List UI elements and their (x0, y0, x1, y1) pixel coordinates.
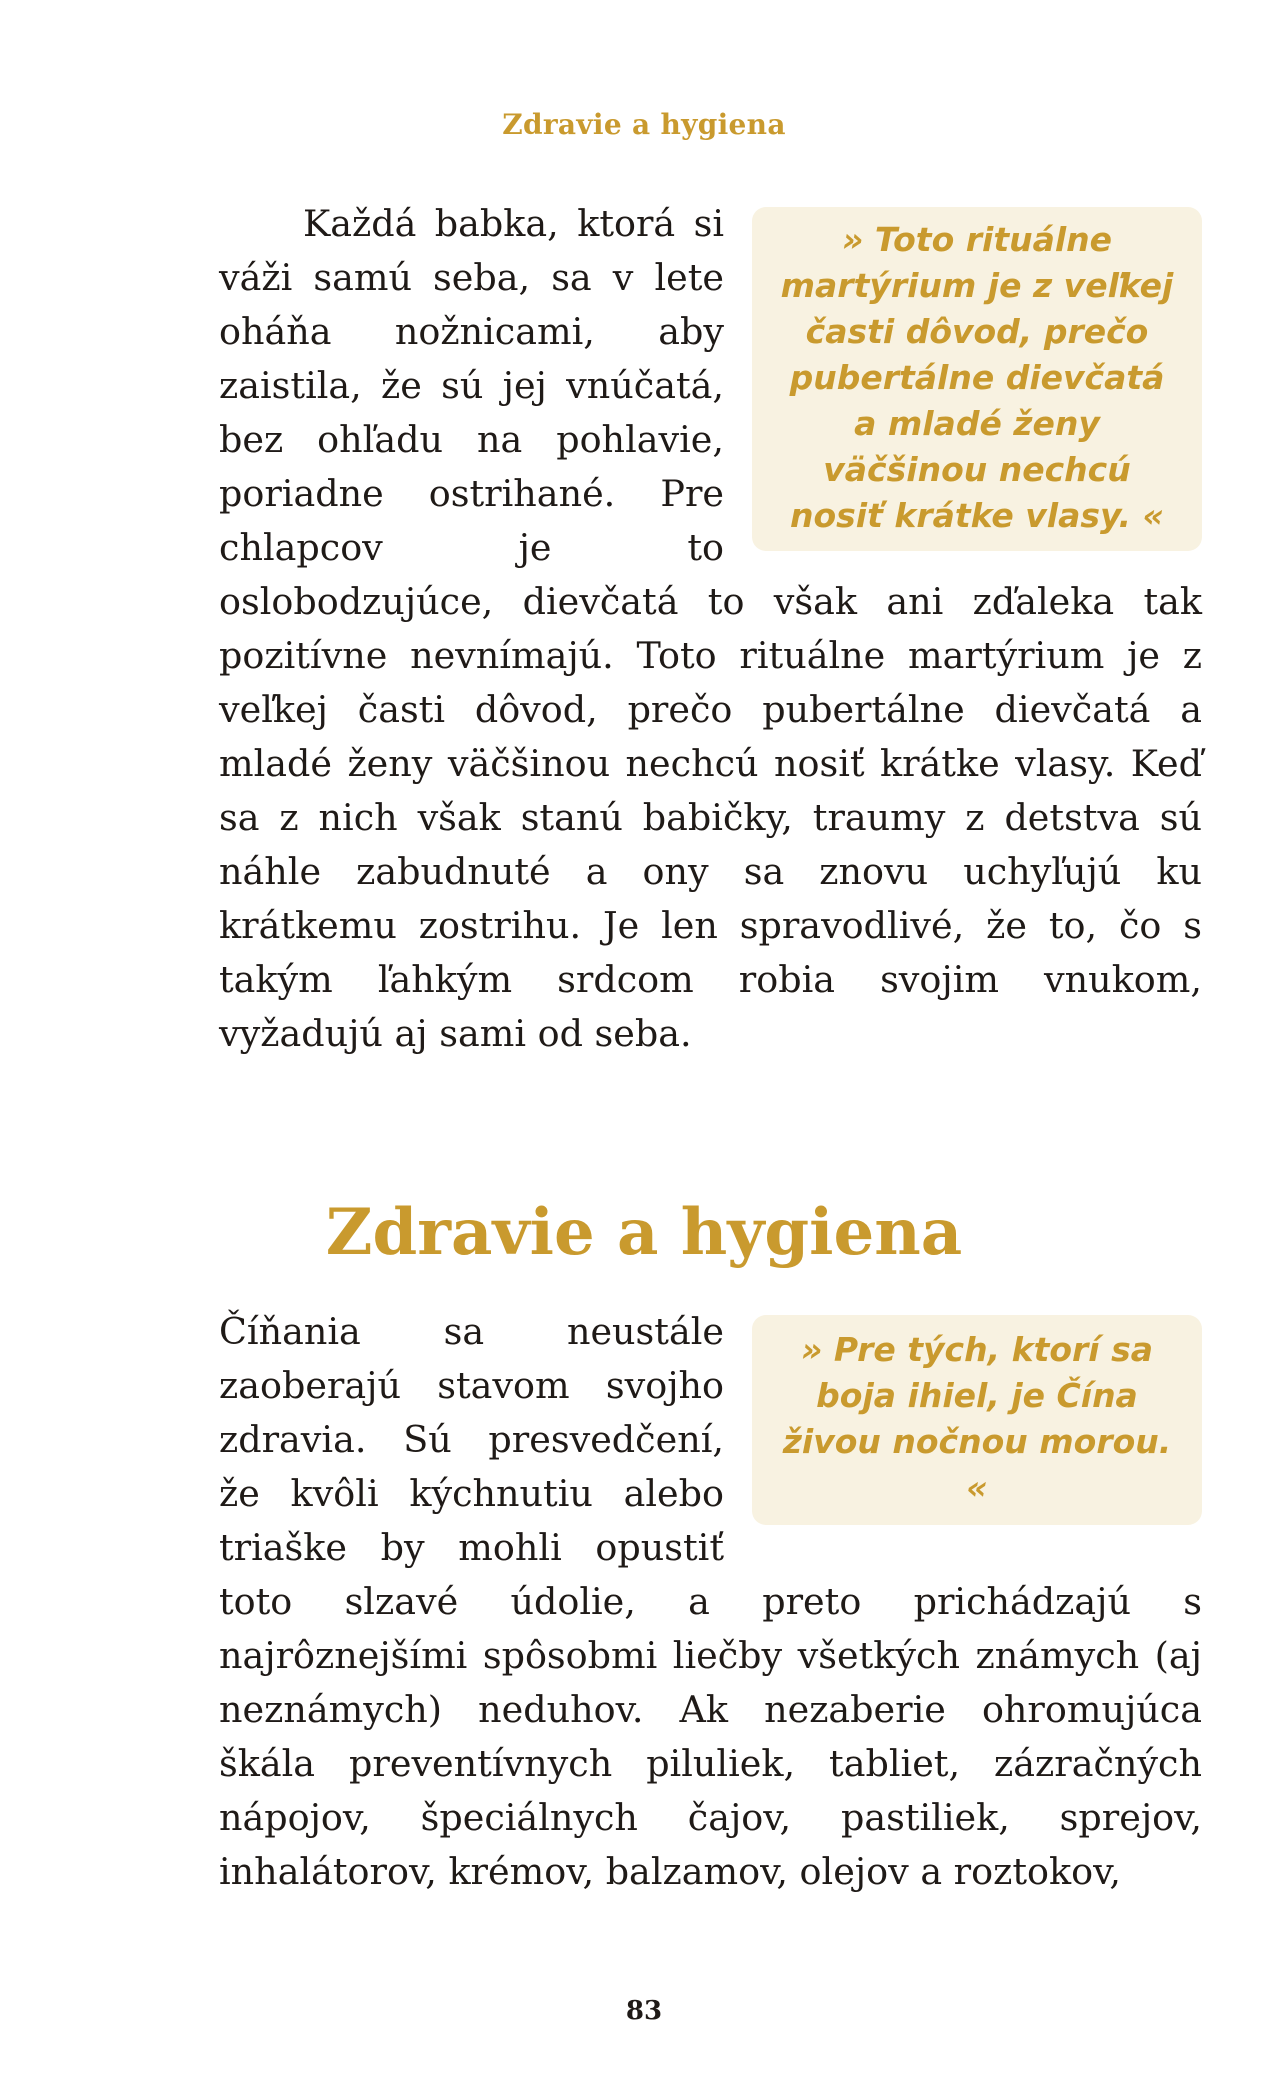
pullquote-needles: » Pre tých, ktorí sa boja ihiel, je Čína živou nočnou morou. « (752, 1315, 1202, 1525)
pullquote-hair: » Toto rituálne martýrium je z veľkej časti dôvod, prečo pubertálne dievčatá a mladé ženy väčšinou nechcú nosiť krátke vlasy. « (752, 207, 1202, 551)
page-number: 83 (625, 1996, 663, 2026)
section-title: Zdravie a hygiena (325, 1195, 963, 1270)
section-1-text (219, 197, 1202, 1061)
running-header: Zdravie a hygiena (502, 108, 786, 141)
paragraph-haircut: Každá babka, ktorá si váži samú seba, sa v lete oháňa nožnicami, aby zaistila, že sú jej vnúčatá, bez ohľadu na pohlavie, poriadne ostrihané. Pre chlapcov je to oslobodzujúce, dievčatá to však ani zďaleka tak pozitívne nevnímajú. Toto rituálne martýrium je z veľkej časti dôvod, prečo pubertálne dievčatá a mladé ženy väčšinou nechcú nosiť krátke vlasy. Keď sa z nich však stanú babičky, traumy z detstva sú náhle zabudnuté a ony sa znovu uchyľujú ku krátkemu zostrihu. Je len spravodlivé, že to, čo s takým ľahkým srdcom robia svojim vnukom, vyžadujú aj sami od seba. (219, 202, 1202, 1055)
paragraph-health: Číňania sa neustále zaoberajú stavom svojho zdravia. Sú presvedčení, že kvôli kýchnutiu alebo triaške by mohli opustiť toto slzavé údolie, a preto prichádzajú s najrôznejšími spôsobmi liečby všetkých známych (aj neznámych) neduhov. Ak nezaberie ohromujúca škála preventívnych piluliek, tabliet, zázračných nápojov, špeciálnych čajov, pastiliek, sprejov, inhalátorov, krémov, balzamov, olejov a roztokov, (219, 1310, 1202, 1893)
section-2-text (219, 1305, 1202, 1899)
